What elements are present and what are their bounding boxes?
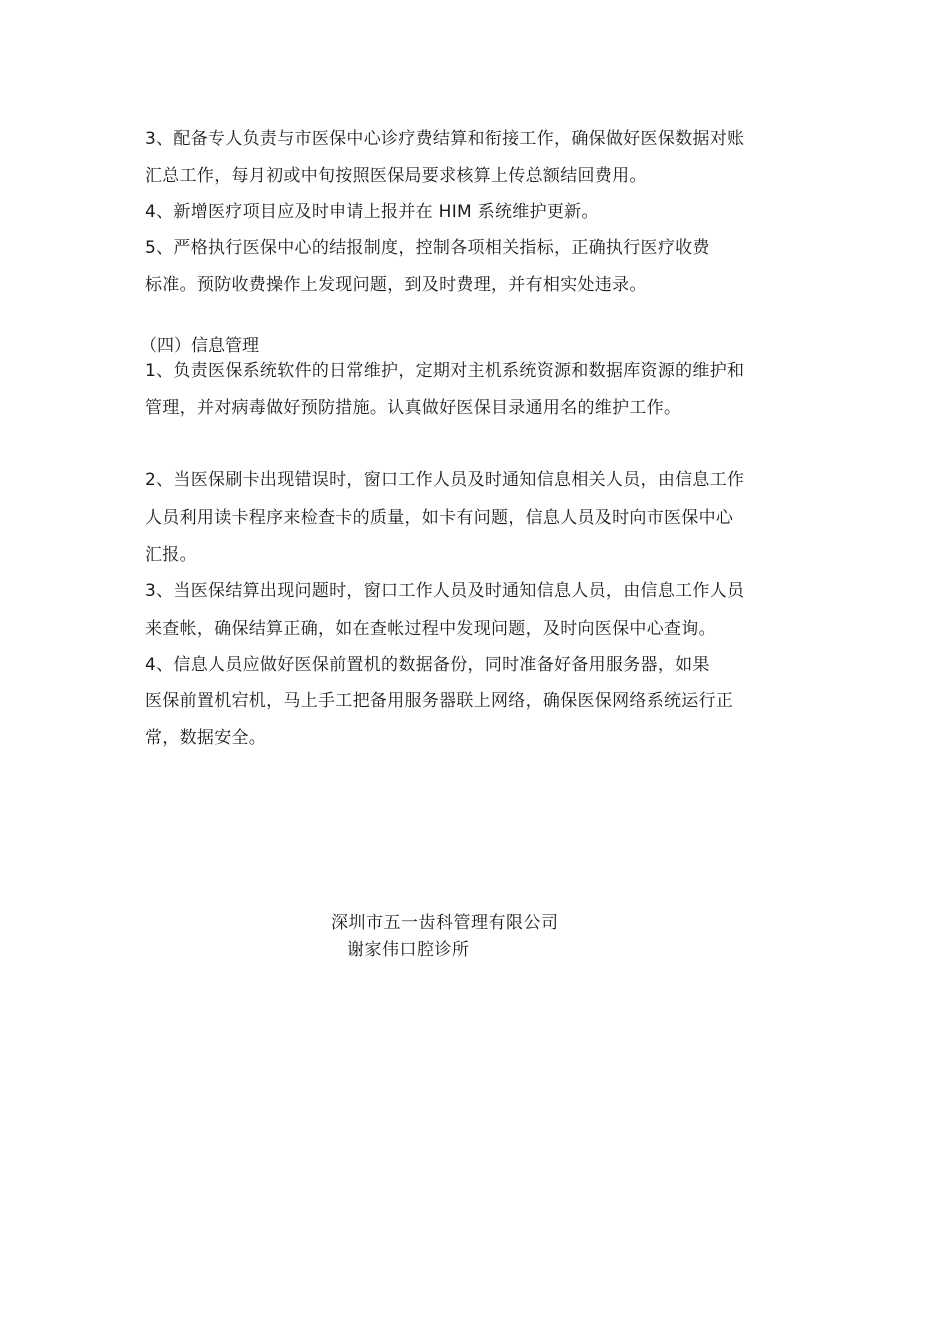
info-item2-line1: 2、当医保刷卡出现错误时，窗口工作人员及时通知信息相关人员，由信息工作 (145, 470, 745, 490)
info-item2-line2: 人员利用读卡程序来检查卡的质量，如卡有问题，信息人员及时向市医保中心 (145, 508, 734, 528)
info-item3-line1: 3、当医保结算出现问题时，窗口工作人员及时通知信息人员，由信息工作人员 (145, 581, 745, 601)
info-item4-line2: 医保前置机宕机，马上手工把备用服务器联上网络，确保医保网络系统运行正 (145, 691, 734, 711)
info-item4-line1: 4、信息人员应做好医保前置机的数据备份，同时准备好备用服务器，如果 (145, 655, 710, 675)
info-item3-line2: 来查帐，确保结算正确，如在查帐过程中发现问题，及时向医保中心查询。 (145, 619, 716, 639)
item5-line2: 标准。预防收费操作上发现问题，到及时费理，并有相实处违录。 (145, 275, 647, 295)
signature-clinic: 谢家伟口腔诊所 (347, 940, 470, 960)
info-item4-line3: 常，数据安全。 (145, 728, 267, 748)
info-item1-line1: 1、负责医保系统软件的日常维护，定期对主机系统资源和数据库资源的维护和 (145, 361, 745, 381)
info-item2-line3: 汇报。 (145, 545, 197, 565)
item3-line2: 汇总工作，每月初或中旬按照医保局要求核算上传总额结回费用。 (145, 166, 647, 186)
item3-line1: 3、配备专人负责与市医保中心诊疗费结算和衔接工作，确保做好医保数据对账 (145, 129, 745, 149)
item5-line1: 5、严格执行医保中心的结报制度，控制各项相关指标，正确执行医疗收费 (145, 238, 710, 258)
signature-company: 深圳市五一齿科管理有限公司 (331, 913, 559, 933)
section-heading-info-management: （四）信息管理 (140, 336, 259, 356)
item4-line1: 4、新增医疗项目应及时申请上报并在 HIM 系统维护更新。 (145, 202, 599, 222)
info-item1-line2: 管理，并对病毒做好预防措施。认真做好医保目录通用名的维护工作。 (145, 398, 682, 418)
